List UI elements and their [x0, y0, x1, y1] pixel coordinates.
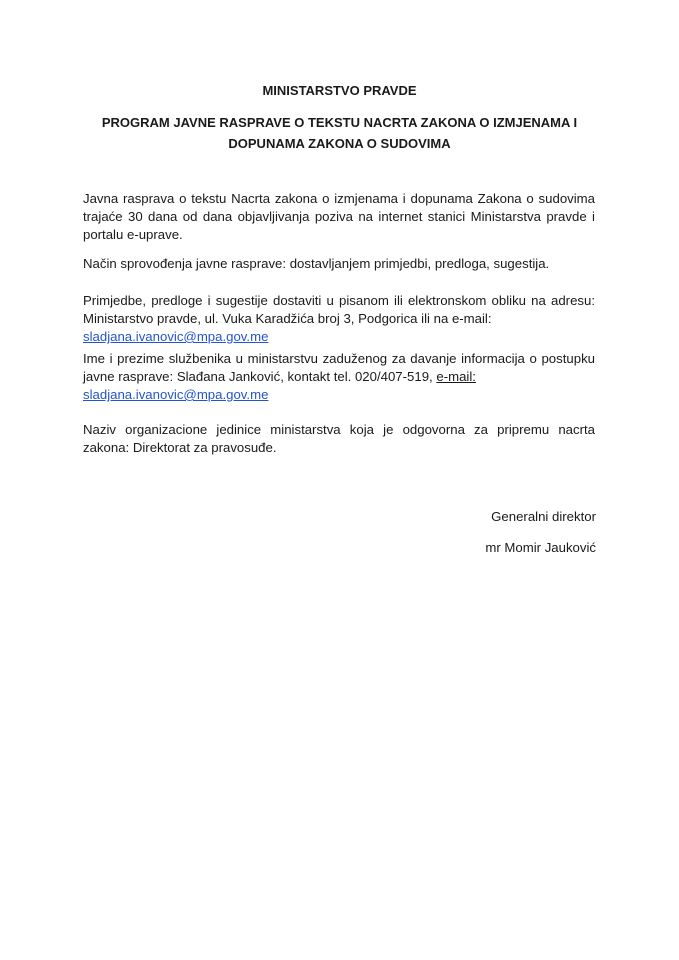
signature-name: mr Momir Jauković	[485, 540, 596, 555]
paragraph-contact	[83, 350, 595, 404]
contact-email-label: e-mail:	[436, 369, 476, 384]
signature-title: Generalni direktor	[491, 509, 596, 524]
paragraph-method: Način sprovođenja javne rasprave: dostavljanjem primjedbi, predloga, sugestija.	[83, 256, 550, 271]
paragraph-responsible-unit: Naziv organizacione jedinice ministarstva koja je odgovorna za pripremu nacrta zakona: Direktorat za pravosuđe.	[83, 422, 595, 455]
submission-email-link[interactable]: sladjana.ivanovic@mpa.gov.me	[83, 329, 269, 344]
document-title	[60, 112, 619, 154]
paragraph-submission	[83, 292, 595, 346]
ministry-heading: MINISTARSTVO PRAVDE	[262, 83, 417, 98]
submission-text: Primjedbe, predloge i sugestije dostaviti u pisanom ili elektronskom obliku na adresu: Ministarstvo pravde, ul. Vuka Karadžića broj 3, Podgorica ili na e-mail:	[83, 293, 595, 326]
paragraph-duration: Javna rasprava o tekstu Nacrta zakona o izmjenama i dopunama Zakona o sudovima trajaće 30 dana od dana objavljivanja poziva na internet stanici Ministarstva pravde i portalu e-uprave.	[83, 191, 595, 242]
contact-email-link[interactable]: sladjana.ivanovic@mpa.gov.me	[83, 387, 269, 402]
title-line-1: PROGRAM JAVNE RASPRAVE O TEKSTU NACRTA ZAKONA O IZMJENAMA I	[101, 115, 578, 130]
title-line-2: DOPUNAMA ZAKONA O SUDOVIMA	[228, 136, 451, 151]
contact-text: Ime i prezime službenika u ministarstvu zaduženog za davanje informacija o postupku javne rasprave: Slađana Janković, kontakt tel. 020/407-519,	[83, 351, 595, 384]
